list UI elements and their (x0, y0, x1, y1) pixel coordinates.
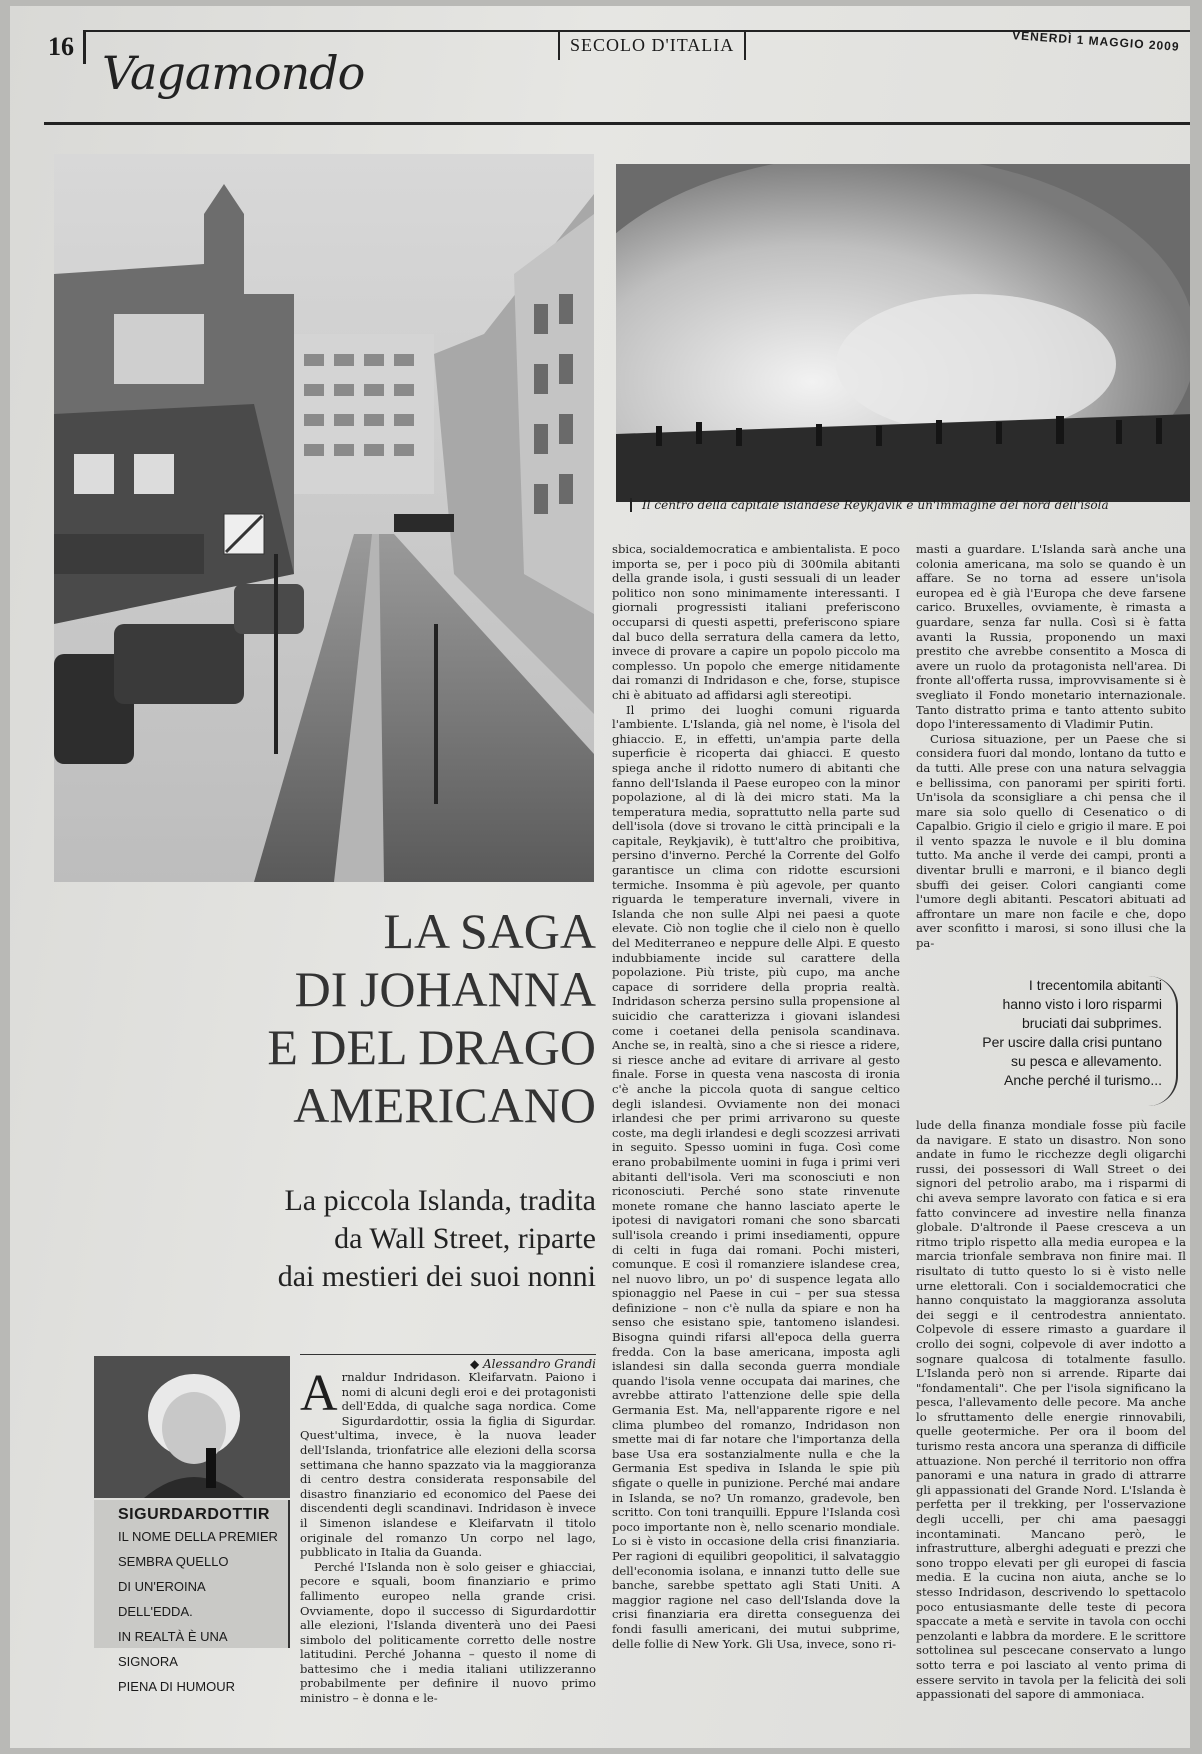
headline-line: E DEL DRAGO (267, 1019, 596, 1075)
page-number: 16 (44, 30, 86, 64)
subheadline-line: dai mestieri dei suoi nonni (277, 1260, 596, 1293)
subheadline-line: da Wall Street, riparte (334, 1222, 596, 1255)
article-paragraph: lude della finanza mondiale fosse più facile da navigare. E stato un disastro. Non sono andate in fumo le ricchezze degli oligarchi russi, dei possessori di Wall Street o dei signori del petrolio arabo, ma i risparmi di chi aveva sempre lavorato con fatica e si era fatto convincere ad investire nella finanza globale. D'altronde il Paese cresceva a un ritmo triplo rispetto alla media europea e la marcia trionfale sembrava non finire mai. Il risultato di tutto questo lo si è visto nelle urne elettorali. Con i socialdemocratici che hanno conquistato la maggioranza assoluta dei seggi e il centrodestra annientato. Colpevole di essere rimasto a guardare il crollo dei sogni, colpevole di aver indotto a sognare qualcosa di totalmente fasullo. L'Islanda però non si arrende. Riparte dai "fondamentali". Che per l'isola significano la pesca, l'allevamento delle pecore. Ma anche lo sfruttamento delle energie rinnovabili, quelle geotermiche. Per ora il boom del turismo resta ancora una speranza di difficile attuazione. Non perché il territorio non offra panorami e una natura in grado di attrarre gli appassionati del Grande Nord. L'Islanda è perfetta per il trekking, per l'osservazione degli uccelli, per chi ama paesaggi incontaminati. Mancano però, le infrastrutture, alberghi adeguati e prezzi che sono troppo elevati per gli europei di fascia media. E la cucina non aiuta, anche se lo stesso Indridason, descrivendo lo spettacolo poco entusiasmante delle teste di pecora spaccate a metà e servite in tavola con occhi penzolanti e labbra da mordere. E le scrittore sottolinea sul pescecane conservato a lungo sotto terra e poi lasciato al vento prima di essere servito in tavola per la felicità dei soli appassionati del sapore di ammoniaca. (916, 1118, 1186, 1702)
pull-quote (916, 976, 1178, 1106)
pull-quote-line: bruciati dai subprimes. (1021, 1015, 1162, 1031)
portrait-desc-line: IN REALTÀ È UNA SIGNORA (118, 1629, 227, 1669)
portrait-name: SIGURDARDOTTIR (118, 1506, 270, 1523)
photo-reykjavik-street (54, 154, 594, 882)
article-paragraph: masti a guardare. L'Islanda sarà anche una colonia americana, ma solo se quando è un affare. Se no torna ad essere un'isola europea ed è già l'Europa che deve farsene carico. Bruxelles, ovviamente, è rimasta a guardare, senza far nulla. Così si è fatta avanti la Russia, proponendo un maxi prestito che avrebbe consentito a Mosca di avere un ruolo da protagonista nell'area. Di fronte all'offerta russa, improvvisamente si è svegliato il Fondo monetario internazionale. Tanto distratto prima e tanto attento subito dopo l'interessamento di Vladimir Putin. (916, 542, 1186, 732)
pull-quote-line: Anche perché il turismo... (1004, 1072, 1162, 1088)
portrait-caption-box (94, 1500, 290, 1694)
paragraph-text: rnaldur Indridason. Kleifarvatn. Paiono i nomi di alcuni degli eroi e dei protagonisti dell'Edda, di qualche saga nordica. Come Sigurdardottir, ossia la figlia di Sigurdar. Quest'ultima, invece, è la nuova leader dell'Islanda, trionfatrice alle elezioni della scorsa settimana che hanno spazzato via la maggioranza di centro destra considerata responsabile del disastro finanziario ed economico del Paese dei discendenti degli scandinavi. Indridason è invece il Simenon islandese e Kleifarvatn il titolo originale del romanzo Un corpo nel lago, pubblicato in Italia da Guanda. (300, 1370, 596, 1560)
pull-quote-line: hanno visto i loro risparmi (1002, 996, 1162, 1012)
photo-portrait (94, 1356, 290, 1498)
article-paragraph: sbica, socialdemocratica e ambientalista. E poco importa se, per i poco più di 300mila abitanti della grande isola, i gusti sessuali di un leader politico non sono minimamente interessanti. I giornali progressisti italiani preferiscono occuparsi di questi aspetti, preferiscono spiare dal buco della serratura della camera da letto, invece di provare a capire un popolo piccolo ma complesso. Un popolo che emerge nitidamente dai romanzi di Indridason e che, forse, stupisce chi è abituato ad affidarsi agli stereotipi. (612, 542, 900, 702)
portrait-desc-line: DI UN'EROINA DELL'EDDA. (118, 1579, 205, 1619)
portrait-desc-line: SEMBRA QUELLO (118, 1554, 229, 1569)
pull-quote-line: I trecentomila abitanti (1028, 977, 1162, 993)
portrait-desc-line: PIENA DI HUMOUR (118, 1679, 236, 1694)
byline: ◆ Alessandro Grandi (300, 1354, 596, 1371)
pull-quote-line: Per uscire dalla crisi puntano (982, 1034, 1162, 1050)
article-column-3-bottom (916, 1118, 1186, 1742)
article-column-2 (612, 542, 900, 1742)
article-column-3-top (916, 542, 1186, 962)
article-paragraph: Il primo dei luoghi comuni riguarda l'ambiente. L'Islanda, già nel nome, è l'isola del ghiaccio. E, in effetti, un'ampia parte della superficie è ricoperta dai ghiacci. E questo spiega anche il ridotto numero di abitanti che fanno dell'Islanda il Paese europeo con la minor popolazione, al di là dei micro stati. Ma la temperatura media, soprattutto nella parte sud dell'isola (dove si trovano le città principali e la capitale, Reykjavik), è tutt'altro che proibitiva, persino d'inverno. Perché la Corrente del Golfo garantisce un clima con ridotte escursioni termiche. Insomma è più agevole, per quanto riguarda le temperature invernali, vivere in Islanda che non sulle Alpi nei paesi a quote elevate. Ciò non toglie che il cielo non è quello del Mediterraneo e neppure delle Alpi. E questo indubbiamente incide sul carattere della popolazione. Più triste, più cupo, ma anche capace di sorridere della propria realtà. Indridason scherza persino sulla propensione al suicidio che caratterizza i giovani islandesi come i coetanei della penisola scandinava. Anche se, in realtà, sino a che si riesce a ridere, si riesce anche ad evitare di arrivare al gesto finale. Forse in questa vena nascosta di ironia c'è anche la piccola quota di sangue celtico degli islandesi. Ovviamente non dei monaci irlandesi che per primi arrivarono su queste coste, ma degli irlandesi e degli scozzesi arrivati in seguito. Spesso uomini in fuga. Così come erano probabilmente uomini in fuga i primi veri abitanti dell'isola. Veri ma sconosciuti e non riconosciuti. Perché sono state rinvenute monete romane che hanno lasciato aperte le ipotesi di navigatori romani che sono sbarcati sull'isola creando i primi insediamenti, oppure di celti in fuga dai romani. Pochi misteri, comunque. E così il romanziere islandese crea, nel nuovo libro, un po' di suspence legata allo spionaggio nel Paese in cui – per sua stessa definizione – non c'è nulla da spiare e non ha senso che esistano spie, tantomeno islandesi. Bisogna quindi rifarsi all'epoca della guerra fredda. Con la base americana, imposta agli islandesi sin dalla seconda guerra mondiale quando l'isola venne occupata dai marines, che avrebbe attirato l'attenzione delle spie della Germania Est. Ma, nell'apparente rigore e nel clima plumbeo del romanzo, Indridason non smette mai di far notare che l'importanza della base Usa era sostanzialmente nulla e che la Germania Est spediva in Islanda le spie più sfigate o quelle in punizione. Perché mai andare in Islanda, se no? Un romanzo, gradevole, ben scritto. Con toni tranquilli. Eppure l'Islanda così poco importante non è, nello scenario mondiale. Lo si è visto in occasione della crisi finanziaria. Per ragioni di equilibri geopolitici, il salvataggio dell'economia isolana, e innanzi tutto delle sue banche, sarebbe spettato agli Stati Uniti. A maggior ragione nel caso dell'Islanda dove la crisi finanziaria era diretta conseguenza dei fondi fasulli americani, dei mutui subprime, delle follie di New York. Gli Usa, invece, sono ri- (612, 702, 900, 1651)
headline (150, 902, 596, 1134)
headline-line: DI JOHANNA (294, 961, 596, 1017)
article-paragraph: Curiosa situazione, per un Paese che si considera fuori dal mondo, lontano da tutto e da tutti. Alle prese con una natura selvaggia e bellissima, con panorami per spiriti forti. Un'isola da sconsigliare a chi pensa che il mare sia solo quello di Cesenatico o di Capalbio. Grigio il cielo e grigio il mare. E poi il vento spazza le nuvole e il blu domina tutto. Ma anche il verde dei campi, pronti a diventar brulli e marroni, e il bianco degli sbuffi dei geiser. Colori cangianti come l'umore degli abitanti. Pescatori abituati ad affrontare un mare non facile e che, dopo aver sconfitto i marosi, si sono illusi che la pa- (916, 731, 1186, 951)
article-paragraph: Perché l'Islanda non è solo geiser e ghiacciai, pecore e squali, boom finanziario e primo fallimento europeo nella grande crisi. Ovviamente, dopo il successo di Sigurdardottir alle elezioni, l'Islanda diventerà uno dei Paesi simbolo del politicamente corretto delle nostre latitudini. Perché Johanna – questo il nome di battesimo che i media italiani utilizzeranno probabilmente per definire il nuovo primo ministro – è donna e le- (300, 1559, 596, 1706)
headline-line: AMERICANO (293, 1077, 596, 1133)
header-date: VENERDÌ 1 MAGGIO 2009 (1011, 28, 1181, 54)
author-name: Alessandro Grandi (483, 1357, 596, 1371)
photo-geyser (616, 164, 1190, 502)
subheadline (140, 1182, 596, 1296)
section-title: Vagamondo (102, 46, 365, 100)
article-column-1 (300, 1370, 596, 1736)
subheadline-line: La piccola Islanda, tradita (284, 1184, 596, 1217)
photo-caption: Il centro della capitale islandese Reykjavik e un'immagine del nord dell'isola (630, 498, 1170, 512)
newspaper-page (10, 6, 1190, 1748)
portrait-desc-line: IL NOME DELLA PREMIER (118, 1529, 278, 1544)
article-paragraph (300, 1370, 596, 1560)
pull-quote-line: su pesca e allevamento. (1011, 1053, 1162, 1069)
masthead: SECOLO D'ITALIA (558, 30, 746, 60)
drop-cap: A (300, 1370, 338, 1422)
header-rule-bottom (44, 122, 1190, 125)
headline-line: LA SAGA (383, 903, 596, 959)
